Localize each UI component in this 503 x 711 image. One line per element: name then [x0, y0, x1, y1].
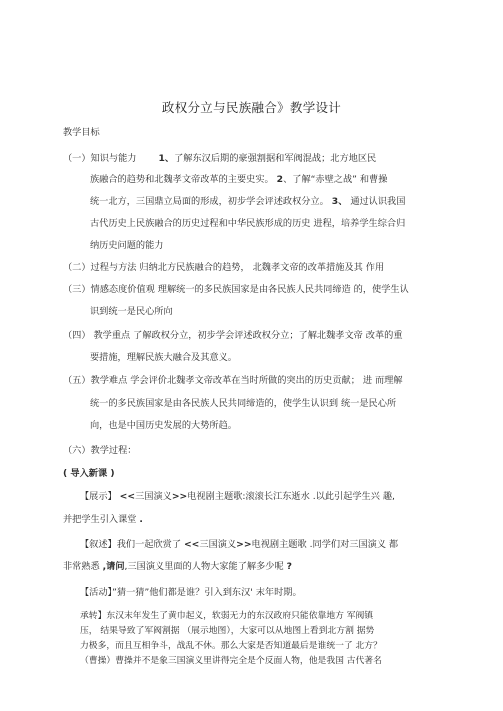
- section-5-line-1: （五）教学难点 学会评价北魏孝文帝改革在当时所做的突出的历史贡献； 进 而理解: [63, 375, 403, 386]
- section-1-line-5: 纳历史问题的能力: [90, 240, 164, 251]
- section-4-line-2: 要措施，理解民族大融合及其意义。: [90, 352, 237, 363]
- section-1-line-3: 统一北方，三国鼎立局面的形成，初步学会评述政权分立。 3、 通过认识我国: [90, 196, 406, 207]
- section-4-line-1: （四） 教学重点 了解政权分立，初步学会评述政权分立；了解北魏孝文帝 改革的重: [63, 330, 403, 341]
- section-2-line: （二）过程与方法 归纳北方民族融合的趋势， 北魏孝文帝的改革措施及其 作用: [63, 262, 385, 273]
- transition-line-4: （曹操）曹操并不是象三国演义里讲得完全是个反面人物，他是我国 古代著名: [80, 656, 382, 666]
- section-1-line-2: 族融合的趋势和北魏孝文帝改革的主要史实。 2、了解“赤壁之战” 和曹操: [90, 174, 388, 185]
- document-title: 政权分立与民族融合》教学设计: [161, 100, 342, 115]
- section-3-line-2: 识到统一是民心所向: [90, 306, 173, 317]
- show-line-2: 并把学生引入课堂 .: [63, 514, 143, 525]
- section-5-line-3: 向，也是中国历史发展的大势所趋。: [90, 420, 237, 431]
- narration-label: 【叙述】: [80, 539, 117, 550]
- section-1-line-1: （一）知识与能力 1、了解东汉后期的豪强割据和军阀混战；北方地区民: [63, 153, 377, 164]
- section-1-label: （一）知识与能力: [63, 153, 137, 164]
- show-label: 【展示】: [80, 491, 117, 502]
- transition-line-1: 承转】东汉末年发生了黄巾起义，软弱无力的东汉政府只能依靠地方 军阀镇: [80, 611, 374, 621]
- section-6-line: （六）教学过程：: [63, 445, 137, 456]
- transition-line-3: 力极多，而且互相争斗，战乱不休。那么大家是否知道最后是谁统一了 北方？: [80, 641, 382, 651]
- section-3-line-1: （三）情感态度价值观 理解统一的多民族国家是由各民族人民共同缔造 的，使学生认: [63, 284, 409, 295]
- intro-heading: ( 导入新课 ): [63, 468, 115, 479]
- section-5-line-2: 统一的多民族国家是由各民族人民共同缔造的，使学生认识到 统一是民心所: [90, 398, 397, 409]
- item-number-1: 1、: [158, 153, 175, 164]
- section-1-line-4: 古代历史上民族融合的历史过程和中华民族形成的历史 进程，培养学生综合归: [90, 218, 406, 229]
- transition-line-2: 压， 结果导致了军阀割据 （展示地图），大家可以从地图上看到北方割 据势: [80, 626, 375, 636]
- narration-line-1: 【叙述】我们一起欣赏了 <<三国演义>>电视剧主题歌 .同学们对三国演义 都: [80, 539, 399, 550]
- item-number-2: 2: [276, 174, 284, 185]
- narration-line-2: 非常熟悉 ,请问,三国演义里面的人物大家能了解多少呢 ?: [63, 561, 292, 572]
- show-line-1: 【展示】 <<三国演义>>电视剧主题歌:滚滚长江东逝水 .以此引起学生兴 趣,: [80, 491, 395, 502]
- item-number-3: 3、: [331, 196, 348, 207]
- activity-line: 【活动】”猜一猜”他们都是谁？引入到东汉' 末年时期。: [80, 587, 302, 598]
- objectives-heading: 教学目标: [63, 127, 100, 138]
